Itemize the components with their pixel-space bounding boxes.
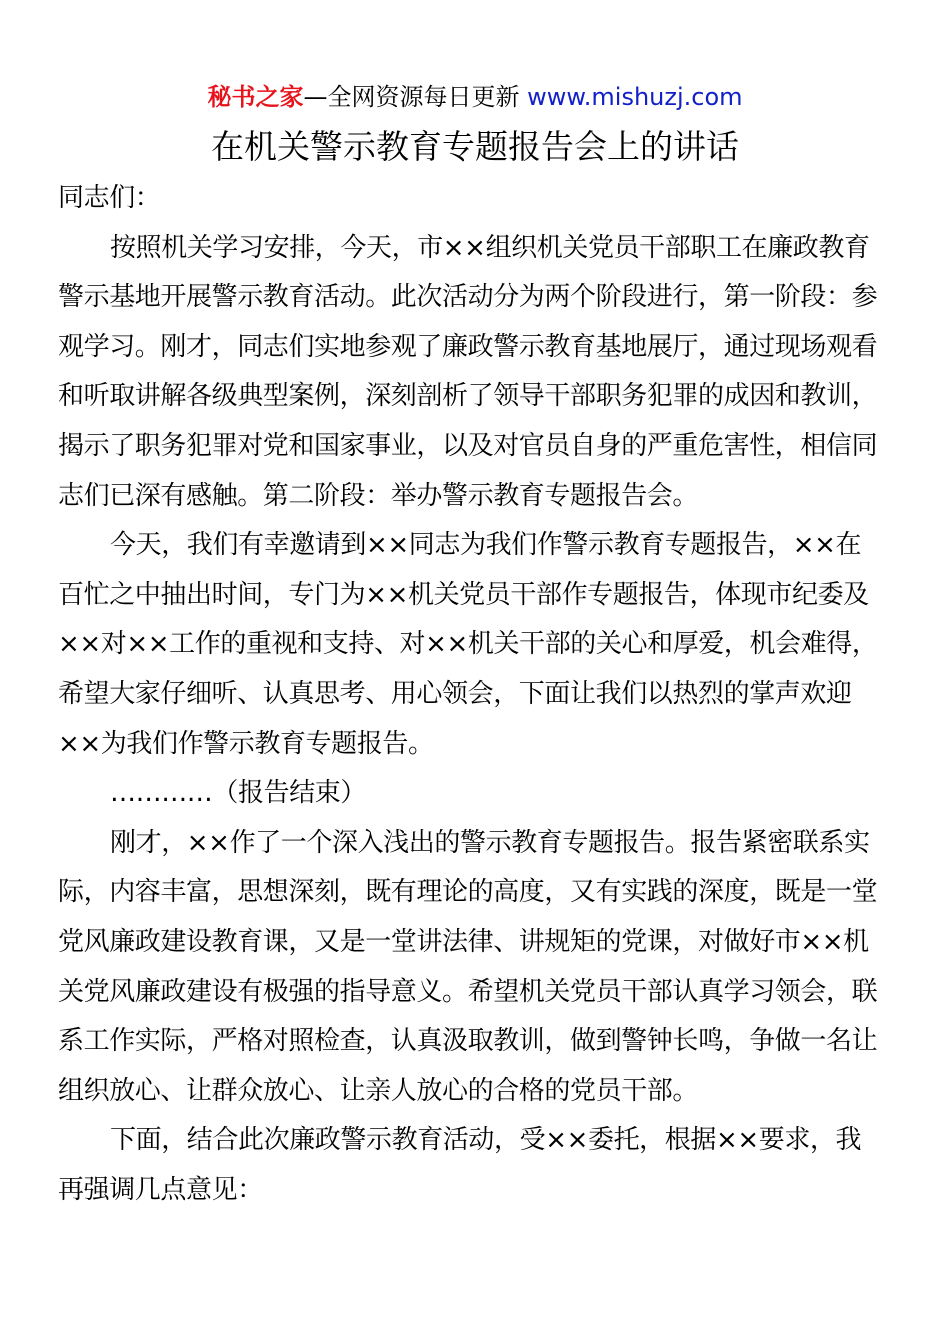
paragraph-1: 按照机关学习安排，今天，市××组织机关党员干部职工在廉政教育警示基地开展警示教育活动。此次活动分为两个阶段进行，第一阶段：参观学习。刚才，同志们实地参观了廉政警示教育基地展厅，通过现场观看和听取讲解各级典型案例，深刻剖析了领导干部职务犯罪的成因和教训，揭示了职务犯罪对党和国家事业，以及对官员自身的严重危害性，相信同志们已深有感触。第二阶段：举办警示教育专题报告会。 xyxy=(58,232,878,511)
paragraph-3: 刚才，××作了一个深入浅出的警示教育专题报告。报告紧密联系实际，内容丰富，思想深刻，既有理论的高度，又有实践的深度，既是一堂党风廉政建设教育课，又是一堂讲法律、讲规矩的党课，对做好市××机关党风廉政建设有极强的指导意义。希望机关党员干部认真学习领会，联系工作实际，严格对照检查，认真汲取教训，做到警钟长鸣，争做一名让组织放心、让群众放心、让亲人放心的合格的党员干部。 xyxy=(58,827,878,1106)
paragraph-report-end: …………（报告结束） xyxy=(110,778,367,809)
brand-name: 秘书之家 xyxy=(207,83,304,111)
document-body xyxy=(58,174,884,1215)
site-url-link[interactable]: www.mishuzj.com xyxy=(527,83,743,111)
document-title: 在机关警示教育专题报告会上的讲话 xyxy=(211,127,739,166)
paragraph-4: 下面，结合此次廉政警示教育活动，受××委托，根据××要求，我再强调几点意见： xyxy=(58,1125,862,1205)
site-header xyxy=(0,80,950,114)
salutation: 同志们： xyxy=(58,183,161,213)
paragraph-2: 今天，我们有幸邀请到××同志为我们作警示教育专题报告，××在百忙之中抽出时间，专门为××机关党员干部作专题报告，体现市纪委及××对××工作的重视和支持、对××机关干部的关心和厚爱，机会难得，希望大家仔细听、认真思考、用心领会，下面让我们以热烈的掌声欢迎××为我们作警示教育专题报告。 xyxy=(58,530,878,759)
header-tagline: —全网资源每日更新 xyxy=(303,83,520,111)
